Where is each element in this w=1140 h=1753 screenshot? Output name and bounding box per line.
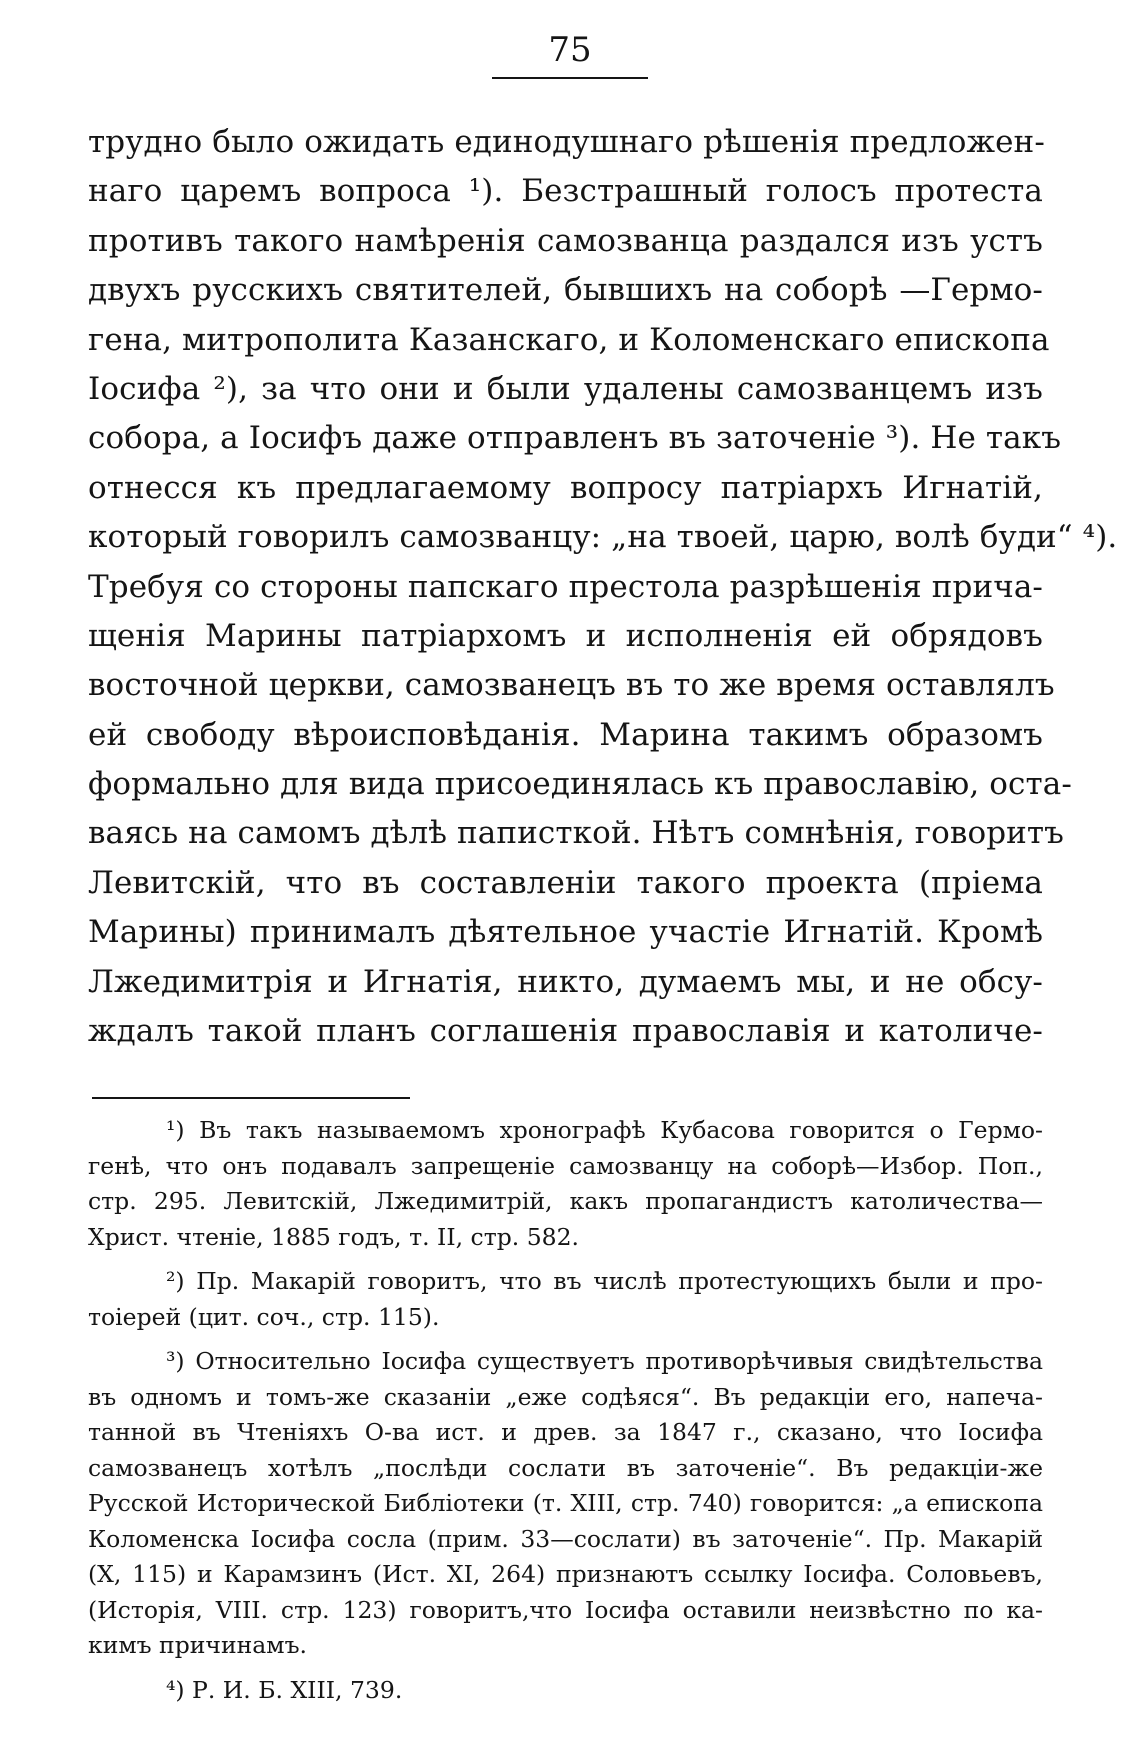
footnote-1 [88, 1113, 1043, 1255]
main-text-line: Марины) принималъ дѣятельное участіе Игнатій. Кромѣ [88, 914, 1043, 951]
footnotes-block [88, 1113, 1043, 1717]
footnote-line: тоіерей (цит. соч., стр. 115). [88, 1302, 440, 1331]
footnote-line: Христ. чтеніе, 1885 годъ, т. II, стр. 582. [88, 1222, 580, 1251]
main-text-line: двухъ русскихъ святителей, бывшихъ на соборѣ —Гермо- [88, 272, 1043, 309]
footnote-line: (Исторія, VIII. стр. 123) говоритъ,что Іосифа оставили неизвѣстно по ка- [88, 1595, 1043, 1624]
main-text-line: гена, митрополита Казанскаго, и Коломенскаго епископа [88, 321, 1050, 358]
footnote-line: ¹) Въ такъ называемомъ хронографѣ Кубасова говорится о Гермо- [166, 1116, 1043, 1144]
main-text-line: трудно было ожидать единодушнаго рѣшенія предложен- [88, 124, 1045, 160]
footnote-line: кимъ причинамъ. [88, 1631, 307, 1659]
main-text-line: Лжедимитрія и Игнатія, никто, думаемъ мы, и не обсу- [88, 963, 1043, 1000]
footnote-line: ⁴) Р. И. Б. XIII, 739. [166, 1675, 403, 1704]
footnote-line: Коломенска Іосифа сосла (прим. 33—сослати) въ заточеніе“. Пр. Макарій [88, 1524, 1043, 1553]
main-text-line: ждалъ такой планъ соглашенія православія и католиче- [88, 1013, 1043, 1050]
main-text-line: Іосифа ²), за что они и были удалены самозванцемъ изъ [88, 370, 1043, 407]
footnote-line: ³) Относительно Іосифа существуетъ противорѣчивыя свидѣтельства [166, 1347, 1043, 1375]
main-text-line: щенія Марины патріархомъ и исполненія ей обрядовъ [88, 617, 1043, 654]
footnote-line: ²) Пр. Макарій говоритъ, что въ числѣ протестующихъ были и про- [166, 1267, 1043, 1295]
main-text-line: восточной церкви, самозванецъ въ то же время оставлялъ [88, 667, 1055, 704]
footnote-line: самозванецъ хотѣлъ „послѣди сослати въ заточеніе“. Въ редакціи-же [88, 1453, 1043, 1482]
main-text-line: ей свободу вѣроисповѣданія. Марина такимъ образомъ [88, 716, 1043, 753]
footnote-line: Русской Исторической Библіотеки (т. XIII, стр. 740) говорится: „а епископа [88, 1489, 1043, 1517]
page-number: 75 [548, 30, 592, 70]
footnote-line: генѣ, что онъ подавалъ запрещеніе самозванцу на соборѣ—Избор. Поп., [88, 1151, 1043, 1180]
footnote-line: танной въ Чтеніяхъ О-ва ист. и древ. за 1847 г., сказано, что Іосифа [88, 1418, 1043, 1446]
main-text-line: Требуя со стороны папскаго престола разрѣшенія прича- [88, 568, 1043, 605]
main-text-line: который говорилъ самозванцу: „на твоей, царю, волѣ буди“ ⁴). [88, 519, 1118, 556]
footnote-4 [88, 1673, 1043, 1709]
page-number-underline [492, 77, 648, 79]
footnote-3 [88, 1344, 1043, 1664]
main-text-line: формально для вида присоединялась къ православію, оста- [88, 766, 1072, 803]
main-text-block [88, 118, 1118, 1056]
footnote-line: стр. 295. Левитскій, Лжедимитрій, какъ пропагандистъ католичества— [88, 1187, 1043, 1215]
main-text-line: отнесся къ предлагаемому вопросу патріархъ Игнатій, [88, 469, 1043, 506]
footnote-2 [88, 1264, 1043, 1335]
footnote-separator [92, 1097, 410, 1099]
main-text-line: наго царемъ вопроса ¹). Безстрашный голосъ протеста [88, 173, 1043, 210]
main-text-line: ваясь на самомъ дѣлѣ паписткой. Нѣтъ сомнѣнія, говоритъ [88, 815, 1064, 852]
main-text-line: Левитскій, что въ составленіи такого проекта (пріема [88, 864, 1043, 901]
footnote-line: въ одномъ и томъ-же сказаніи „еже содѣяся“. Въ редакціи его, напеча- [88, 1382, 1043, 1411]
footnote-line: (X, 115) и Карамзинъ (Ист. XI, 264) признаютъ ссылку Іосифа. Соловьевъ, [88, 1560, 1043, 1588]
main-text-line: противъ такого намѣренія самозванца раздался изъ устъ [88, 222, 1043, 259]
main-text-line: собора, а Іосифъ даже отправленъ въ заточеніе ³). Не такъ [88, 420, 1062, 457]
